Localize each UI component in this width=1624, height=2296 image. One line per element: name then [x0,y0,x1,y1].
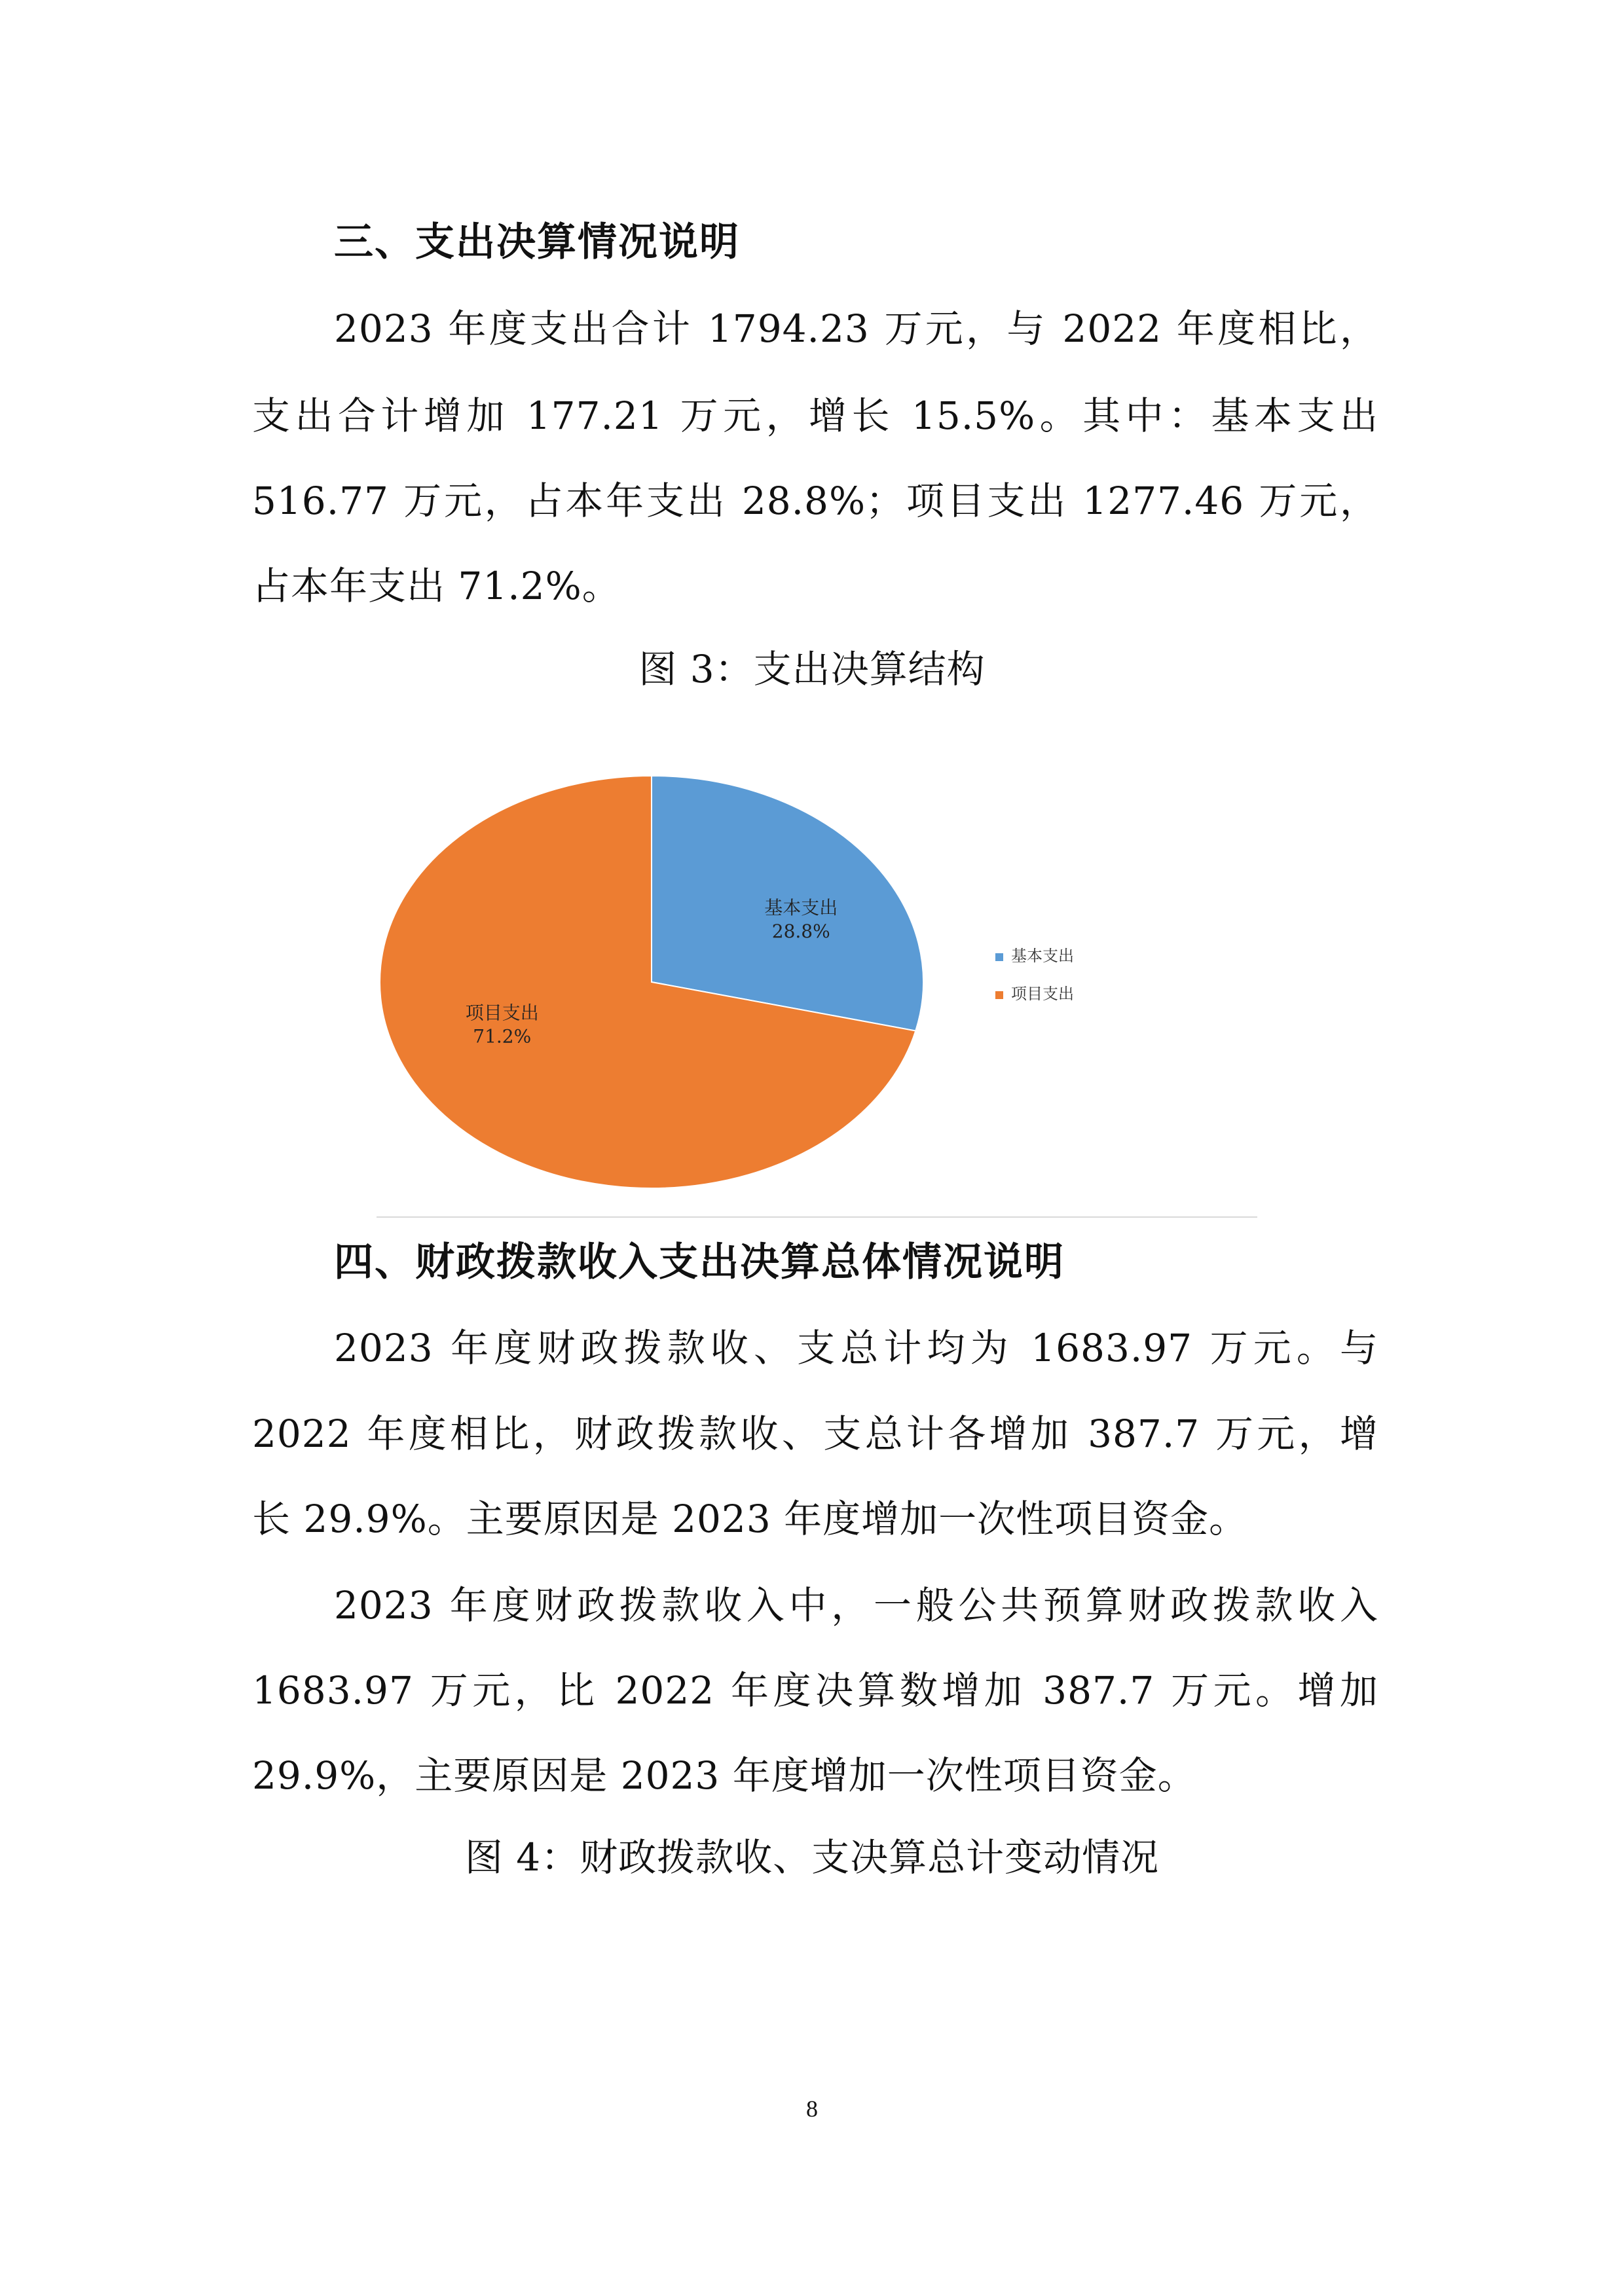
pie-data-label-name: 基本支出 [764,897,838,919]
paragraph-line: 1683.97 万元，比 2022 年度决算数增加 387.7 万元。增加 [252,1668,1378,1713]
paragraph-line: 29.9%，主要原因是 2023 年度增加一次性项目资金。 [252,1753,1196,1798]
legend-entry [995,985,1074,1003]
legend-swatch [995,953,1003,961]
section-heading-fiscal-allocation: 四、财政拨款收入支出决算总体情况说明 [334,1239,1065,1285]
paragraph-line: 支出合计增加 177.21 万元，增长 15.5%。其中：基本支出 [252,393,1378,438]
legend-label: 项目支出 [1011,985,1074,1003]
section-heading-expenditure: 三、支出决算情况说明 [334,219,740,265]
legend-label: 基本支出 [1011,947,1074,965]
paragraph-line: 516.77 万元，占本年支出 28.8%；项目支出 1277.46 万元， [252,479,1378,523]
figure-caption-4: 图 4：财政拨款收、支决算总计变动情况 [464,1835,1160,1880]
paragraph-line: 占本年支出 71.2%。 [252,564,621,608]
pie-chart-svg [370,759,1257,1231]
paragraph-line: 长 29.9%。主要原因是 2023 年度增加一次性项目资金。 [252,1497,1248,1541]
paragraph-line: 2023 年度财政拨款收入中，一般公共预算财政拨款收入 [334,1583,1378,1628]
paragraph-line: 2023 年度财政拨款收、支总计均为 1683.97 万元。与 [334,1326,1378,1370]
legend-swatch [995,991,1003,999]
pie-data-label-value: 71.2% [473,1025,532,1048]
expenditure-structure-chart [370,759,1257,1231]
page-number: 8 [806,2096,818,2122]
chart-bottom-border [377,1216,1257,1218]
legend-entry [995,947,1074,965]
figure-caption-3: 图 3：支出决算结构 [638,647,986,691]
paragraph-line: 2023 年度支出合计 1794.23 万元，与 2022 年度相比， [334,306,1378,351]
paragraph-line: 2022 年度相比，财政拨款收、支总计各增加 387.7 万元，增 [252,1412,1378,1456]
pie-data-label-value: 28.8% [771,920,830,943]
pie-data-label-name: 项目支出 [465,1002,539,1024]
